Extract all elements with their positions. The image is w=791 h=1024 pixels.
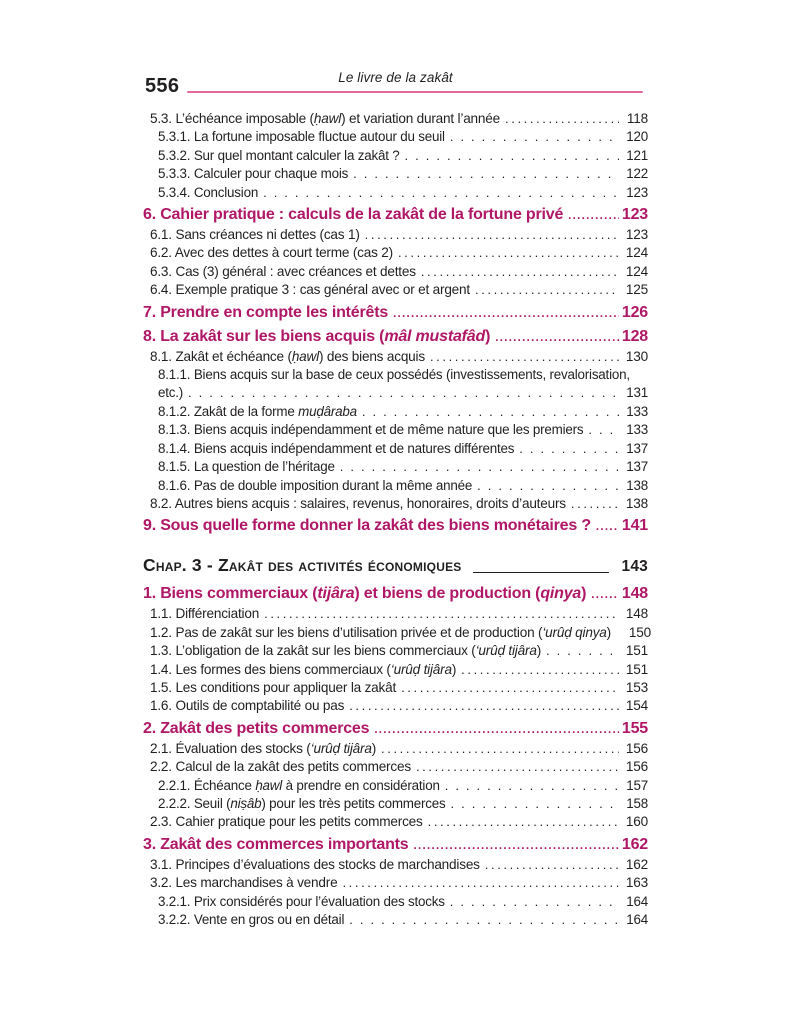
toc-entry	[143, 205, 648, 226]
entry-text: 2. Zakât des petits commerces	[143, 719, 370, 737]
entry-text: 8.1.4. Biens acquis indépendamment et de natures différentes	[158, 440, 515, 456]
leader-dots	[519, 440, 619, 458]
leader-dots	[477, 477, 619, 495]
leader-dots	[445, 777, 619, 795]
entry-text: 8.1.6. Pas de double imposition durant la même année	[158, 477, 473, 493]
toc-entry	[143, 263, 648, 281]
page-number: 130	[625, 348, 648, 364]
page-number: 141	[621, 517, 648, 535]
page-number: 126	[621, 303, 648, 321]
page-number: 125	[625, 282, 648, 298]
leader-dots	[416, 758, 619, 776]
toc-entry	[143, 661, 648, 679]
page-number: 156	[625, 759, 648, 775]
toc-chapter-heading	[143, 555, 648, 577]
entry-text: 8.1.3. Biens acquis indépendamment et de même nature que les premiers	[158, 422, 584, 438]
toc-entry	[143, 226, 648, 244]
page-number: 162	[621, 835, 648, 853]
page-number: 133	[626, 422, 648, 438]
toc-entry	[143, 740, 648, 758]
entry-text: 2.2.1. Échéance ḥawl à prendre en considération	[158, 777, 440, 793]
page-number: 137	[626, 459, 648, 475]
leader-dots	[451, 795, 619, 813]
page-number: 138	[625, 495, 648, 511]
leader-dots	[362, 403, 619, 421]
toc-entry	[143, 281, 648, 299]
entry-text: 1.3. L’obligation de la zakât sur les biens commerciaux (‘urûḍ tijâra)	[150, 643, 542, 659]
entry-text: 9. Sous quelle forme donner la zakât des biens monétaires ?	[143, 517, 591, 535]
entry-text: 1.4. Les formes des biens commerciaux (‘urûḍ tijâra)	[150, 661, 457, 677]
toc-entry	[143, 911, 648, 929]
toc-entry	[143, 327, 648, 348]
leader-dots	[568, 205, 619, 226]
page-number: 148	[621, 585, 648, 603]
leader-dots	[393, 303, 619, 324]
toc-entry	[143, 495, 648, 513]
folio-page-number: 556	[145, 75, 180, 97]
leader-dots	[188, 384, 619, 402]
entry-text: 3. Zakât des commerces importants	[143, 835, 409, 853]
page-number: 155	[621, 719, 648, 737]
entry-text: 1.6. Outils de comptabilité ou pas	[150, 698, 345, 714]
toc-entry	[143, 303, 648, 324]
leader-dots	[401, 679, 619, 697]
page-number: 151	[625, 661, 648, 677]
toc-entry	[143, 719, 648, 740]
leader-dots	[571, 495, 619, 513]
leader-dots	[421, 263, 619, 281]
page-number: 158	[626, 795, 648, 811]
leader-dots	[374, 719, 619, 740]
toc-entry	[143, 421, 648, 439]
entry-text: 8.1.1. Biens acquis sur la base de ceux possédés (investissements, revalorisation,	[158, 367, 630, 383]
toc-entry	[143, 856, 648, 874]
entry-text: 6.2. Avec des dettes à court terme (cas 2)	[150, 245, 393, 261]
entry-text: 2.2.2. Seuil (niṣâb) pour les très petits commerces	[158, 795, 446, 811]
page-number: 137	[626, 440, 648, 456]
entry-text: 3.2. Les marchandises à vendre	[150, 875, 338, 891]
toc-entry	[143, 244, 648, 262]
page-number: 131	[626, 385, 648, 401]
toc-entry	[143, 813, 648, 831]
entry-text: 1.1. Différenciation	[150, 606, 260, 622]
chapter-underline	[473, 572, 608, 573]
toc-entry	[143, 348, 648, 366]
toc-list	[143, 110, 651, 929]
toc-entry	[143, 679, 648, 697]
leader-dots	[264, 605, 619, 623]
page-number: 164	[626, 912, 648, 927]
toc-entry	[143, 874, 648, 892]
toc-entry	[143, 384, 648, 402]
page-number: 156	[625, 740, 648, 756]
page-number: 163	[625, 875, 648, 891]
leader-dots	[353, 165, 619, 183]
page-number: 122	[626, 166, 648, 182]
page-number: 162	[625, 856, 648, 872]
toc-entry	[143, 516, 648, 537]
page-number: 120	[626, 129, 648, 145]
entry-text: 1. Biens commerciaux (tijâra) et biens de production (qinya)	[143, 585, 587, 603]
leader-dots	[430, 348, 619, 366]
page-number: 124	[625, 263, 648, 279]
entry-text: 3.2.1. Prix considérés pour l’évaluation des stocks	[158, 893, 445, 909]
page-number: 123	[621, 206, 648, 224]
leader-dots	[405, 147, 619, 165]
page-number: 133	[626, 403, 648, 419]
entry-text: 5.3.3. Calculer pour chaque mois	[158, 166, 349, 182]
toc-entry	[143, 584, 648, 605]
page-number: 138	[626, 477, 648, 493]
entry-text: 3.2.2. Vente en gros ou en détail	[158, 912, 345, 927]
page-number: 164	[626, 893, 648, 909]
page-number: 124	[625, 245, 648, 261]
leader-dots	[591, 584, 619, 605]
toc-entry	[143, 642, 648, 660]
leader-dots	[495, 327, 619, 348]
entry-text: 5.3.4. Conclusion	[158, 184, 259, 200]
toc-entry	[143, 795, 648, 813]
entry-text: 8.1. Zakât et échéance (ḥawl) des biens acquis	[150, 348, 425, 364]
toc-entry	[143, 184, 648, 202]
page-number: 121	[626, 147, 648, 163]
entry-text: 2.3. Cahier pratique pour les petits commerces	[150, 814, 423, 830]
toc-entry	[143, 403, 648, 421]
entry-text: 6.1. Sans créances ni dettes (cas 1)	[150, 227, 360, 243]
leader-dots	[349, 697, 619, 715]
toc-entry	[143, 366, 648, 384]
leader-dots	[450, 128, 619, 146]
leader-dots	[340, 458, 619, 476]
page-number: 128	[621, 327, 648, 345]
leader-dots	[546, 642, 619, 660]
page-number: 157	[626, 777, 648, 793]
page-number: 123	[626, 184, 648, 200]
toc-entry	[143, 893, 648, 911]
entry-text: 5.3.2. Sur quel montant calculer la zakât ?	[158, 147, 400, 163]
page-number: 153	[625, 679, 648, 695]
running-title: Le livre de la zakât	[338, 70, 453, 85]
leader-dots	[263, 184, 619, 202]
leader-dots	[349, 911, 619, 929]
page-number: 160	[625, 814, 648, 830]
entry-text: 1.5. Les conditions pour appliquer la zakât	[150, 679, 397, 695]
entry-text: 6. Cahier pratique : calculs de la zakât de la fortune privé	[143, 206, 564, 224]
page-number: 150	[628, 624, 651, 640]
leader-dots	[398, 244, 619, 262]
page-number: 118	[626, 111, 648, 126]
toc-entry	[143, 477, 648, 495]
leader-dots	[342, 874, 619, 892]
entry-text: 1.2. Pas de zakât sur les biens d’utilisation privée et de production (‘urûḍ qinya)	[150, 624, 611, 640]
entry-text: etc.)	[158, 385, 184, 401]
toc-entry	[143, 697, 648, 715]
entry-text: 7. Prendre en compte les intérêts	[143, 303, 389, 321]
entry-text: 6.4. Exemple pratique 3 : cas général avec or et argent	[150, 282, 470, 298]
header-rule	[187, 91, 643, 93]
leader-dots	[381, 740, 619, 758]
leader-dots	[505, 110, 619, 128]
toc-entry	[143, 110, 648, 128]
page-number: 151	[625, 643, 648, 659]
leader-dots	[450, 893, 619, 911]
page-number: 154	[625, 698, 648, 714]
toc-entry	[143, 605, 648, 623]
leader-dots	[588, 421, 619, 439]
page-number: 123	[625, 227, 648, 243]
page-number: 143	[621, 558, 648, 576]
leader-dots	[461, 661, 619, 679]
toc-entry	[143, 777, 648, 795]
entry-text: 8. La zakât sur les biens acquis (mâl mustafâd)	[143, 327, 491, 345]
leader-dots	[596, 516, 619, 537]
toc-entry	[143, 128, 648, 146]
leader-dots	[365, 226, 619, 244]
leader-dots	[475, 281, 619, 299]
leader-dots	[428, 813, 619, 831]
toc-entry	[143, 758, 648, 776]
toc-entry	[143, 440, 648, 458]
toc-entry	[143, 835, 648, 856]
toc-entry	[143, 147, 648, 165]
toc-entry	[143, 458, 648, 476]
toc-entry	[143, 624, 651, 642]
entry-text: 8.2. Autres biens acquis : salaires, revenus, honoraires, droits d’auteurs	[150, 495, 566, 511]
entry-text: 2.1. Évaluation des stocks (‘urûḍ tijâra)	[150, 740, 377, 756]
leader-dots	[414, 835, 619, 856]
entry-text: 2.2. Calcul de la zakât des petits commerces	[150, 759, 411, 775]
leader-dots	[485, 856, 619, 874]
page-number: 148	[625, 606, 648, 622]
entry-text: Chap. 3 - Zakât des activités économiques	[143, 555, 462, 576]
entry-text: 3.1. Principes d’évaluations des stocks de marchandises	[150, 856, 480, 872]
entry-text: 8.1.5. La question de l’héritage	[158, 459, 335, 475]
toc-entry	[143, 165, 648, 183]
entry-text: 5.3.1. La fortune imposable fluctue autour du seuil	[158, 129, 445, 145]
entry-text: 8.1.2. Zakât de la forme muḍâraba	[158, 403, 357, 419]
entry-text: 6.3. Cas (3) général : avec créances et dettes	[150, 263, 416, 279]
entry-text: 5.3. L’échéance imposable (ḥawl) et variation durant l’année	[150, 111, 501, 126]
page-header	[143, 68, 648, 100]
